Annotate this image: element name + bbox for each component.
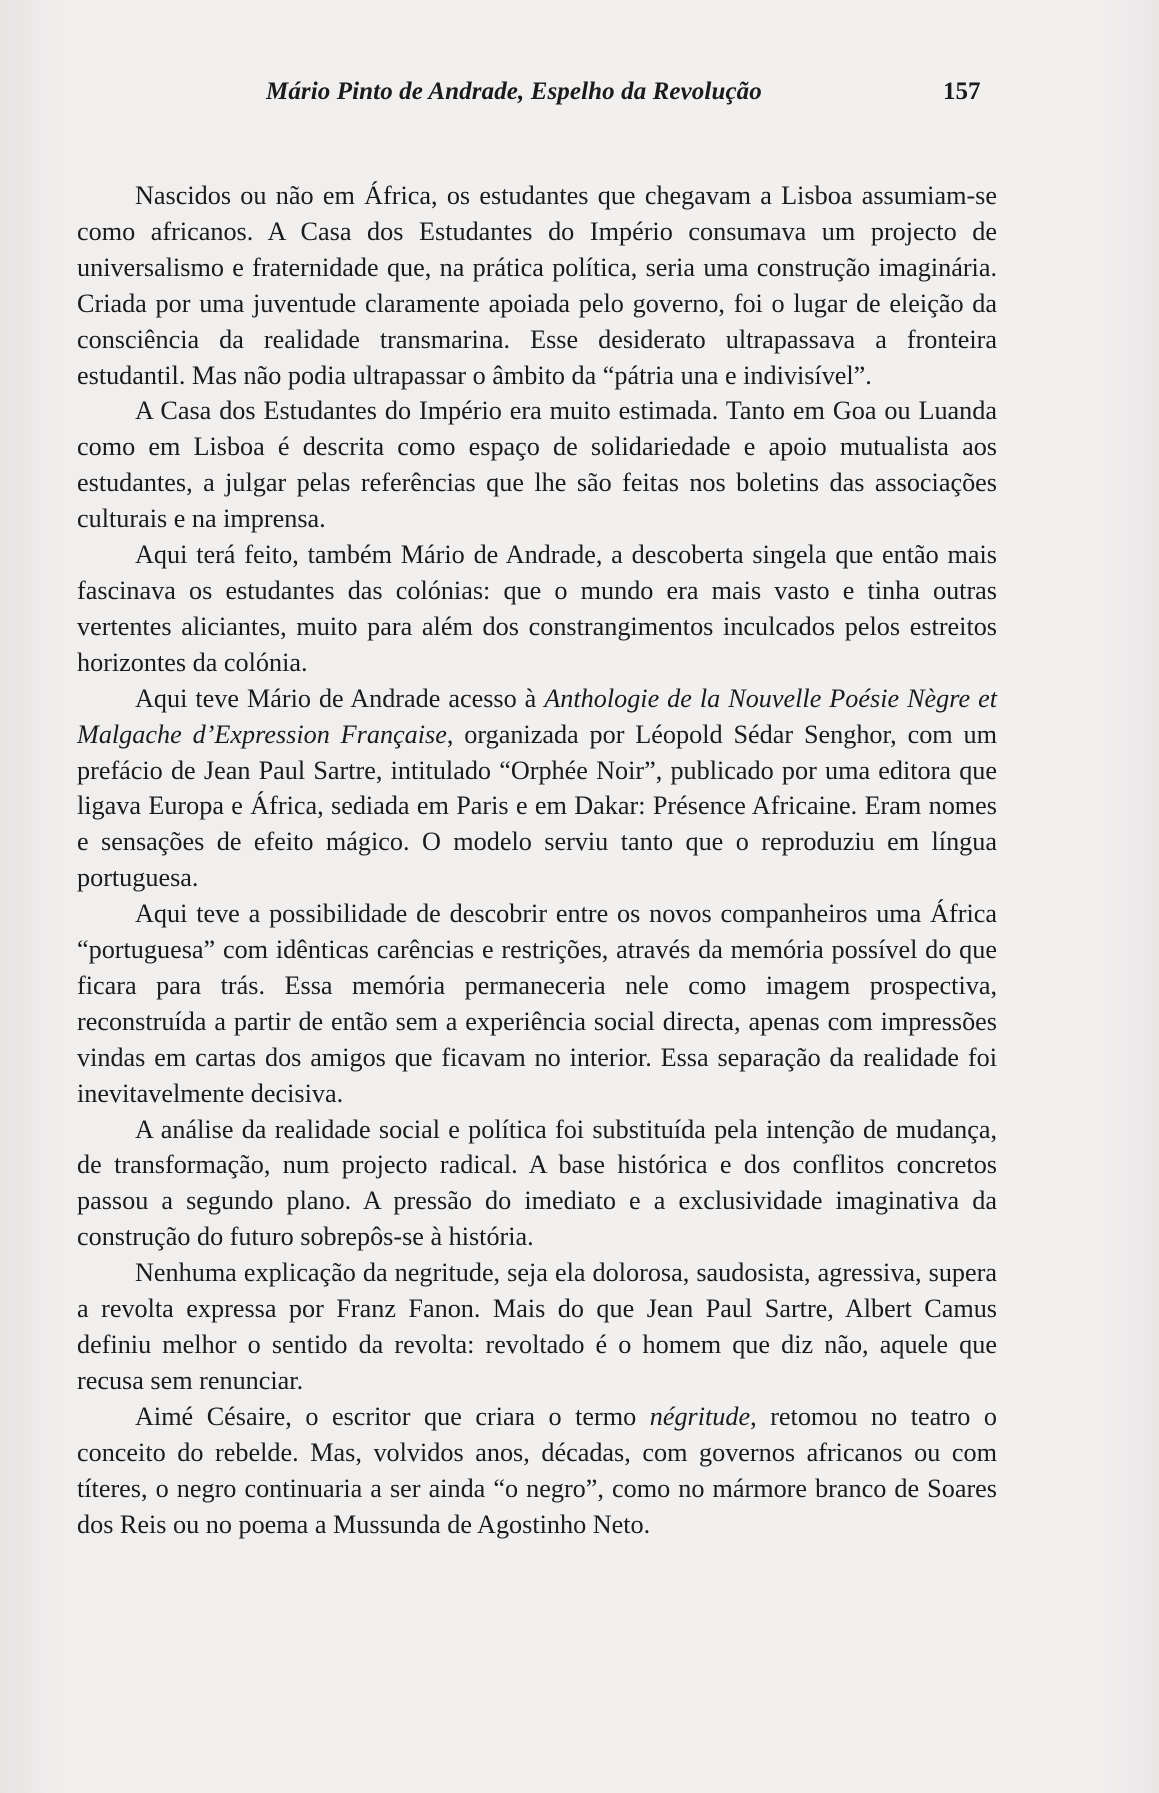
paragraph-7: Nenhuma explicação da negritude, seja ela dolorosa, saudosista, agressiva, supera a revolta expressa por Franz Fanon. Mais do que Jean Paul Sartre, Albert Camus definiu melhor o sentido da revolta: revoltado é o homem que diz não, aquele que recusa sem renunciar. <box>77 1258 997 1395</box>
paragraph-2: A Casa dos Estudantes do Império era muito estimada. Tanto em Goa ou Luanda como em Lisboa é descrita como espaço de solidariedade e apoio mutualista aos estudantes, a julgar pelas referências que lhe são feitas nos boletins das associações culturais e na imprensa. <box>77 396 997 534</box>
anthology-title: Anthologie de la Nouvelle Poésie Nègre et Malgache d’Expression Française <box>77 683 997 749</box>
paragraph-5: Aqui teve a possibilidade de descobrir entre os novos companheiros uma África “portuguesa” com idênticas carências e restrições, através da memória possível do que ficara para trás. Essa memória permaneceria nele como imagem prospectiva, reconstruída a partir de então sem a experiência social directa, apenas com impressões vindas em cartas dos amigos que ficavam no interior. Essa separação da realidade foi inevitavelmente decisiva. <box>77 899 997 1108</box>
body-text <box>77 178 997 1542</box>
paragraph-3: Aqui terá feito, também Mário de Andrade, a descoberta singela que então mais fascinava os estudantes das colónias: que o mundo era mais vasto e tinha outras vertentes aliciantes, muito para além dos constrangimentos inculcados pelos estreitos horizontes da colónia. <box>77 540 997 677</box>
paragraph-4 <box>77 681 997 896</box>
running-title: Mário Pinto de Andrade, Espelho da Revolução <box>266 78 762 105</box>
page-header <box>0 78 1159 114</box>
paragraph-6: A análise da realidade social e política foi substituída pela intenção de mudança, de transformação, num projecto radical. A base histórica e dos conflitos concretos passou a segundo plano. A pressão do imediato e a exclusividade imaginativa da construção do futuro sobrepôs-se à história. <box>77 1114 997 1252</box>
paragraph-8 <box>77 1399 997 1543</box>
paragraph-8-end: , retomou no teatro o conceito do rebelde. Mas, volvidos anos, décadas, com governos africanos ou com títeres, o negro continuaria a ser ainda “o negro”, como no mármore branco de Soares dos Reis ou no poema a Mussunda de Agostinho Neto. <box>77 1401 997 1539</box>
paragraph-1: Nascidos ou não em África, os estudantes que chegavam a Lisboa assumiam-se como africanos. A Casa dos Estudantes do Império consumava um projecto de universalismo e fraternidade que, na prática política, seria uma construção imaginária. Criada por uma juventude claramente apoiada pelo governo, foi o lugar de eleição da consciência da realidade transmarina. Esse desiderato ultrapassava a fronteira estudantil. Mas não podia ultrapassar o âmbito da “pátria una e indivisível”. <box>77 181 997 390</box>
paragraph-4-start: Aqui teve Mário de Andrade acesso à <box>135 683 545 713</box>
paragraph-4-end: , organizada por Léopold Sédar Senghor, com um prefácio de Jean Paul Sartre, intitulado “Orphée Noir”, publicado por uma editora que ligava Europa e África, sediada em Paris e em Dakar: Présence Africaine. Eram nomes e sensações de efeito mágico. O modelo serviu tanto que o reproduziu em língua portuguesa. <box>77 719 998 893</box>
page-number: 157 <box>943 78 981 105</box>
paragraph-8-start: Aimé Césaire, o escritor que criara o termo <box>135 1401 650 1431</box>
negritude-term: négritude <box>649 1401 751 1431</box>
